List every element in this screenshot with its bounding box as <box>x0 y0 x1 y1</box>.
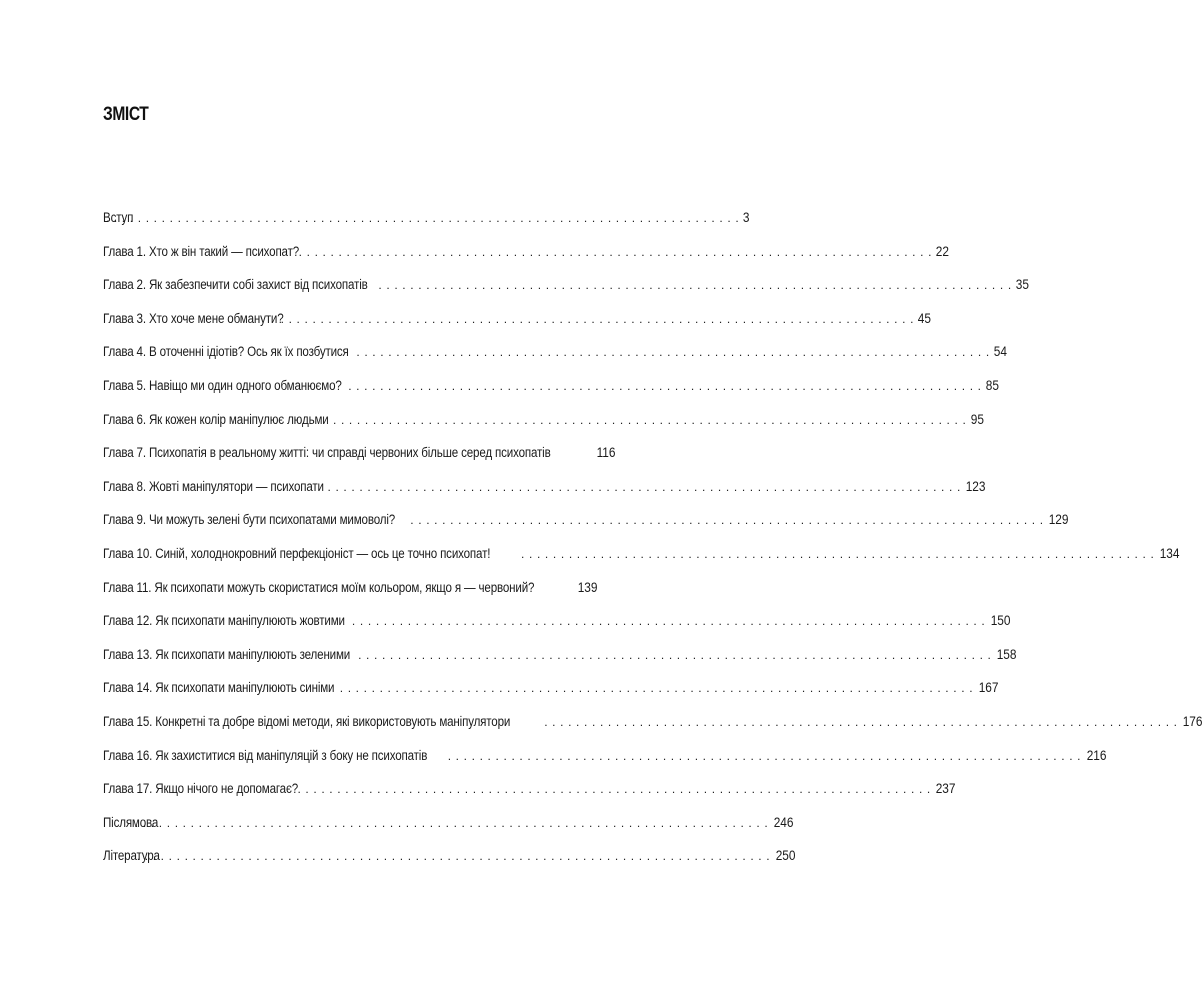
toc-entry <box>103 208 750 242</box>
toc-entry <box>103 477 986 511</box>
dot-leader <box>544 712 1177 732</box>
dot-leader <box>328 477 961 497</box>
toc-entry <box>103 746 1107 780</box>
toc-entry <box>103 578 598 612</box>
toc-list <box>103 208 1203 880</box>
dot-leader <box>358 645 991 665</box>
toc-entry-label: Глава 12. Як психопати маніпулюють жовтими <box>103 613 345 629</box>
toc-entry-page-number: 45 <box>918 310 932 326</box>
dot-leader <box>348 376 981 396</box>
toc-entry-page-number: 176 <box>1182 713 1203 729</box>
toc-entry <box>103 510 1069 544</box>
toc-entry <box>103 275 1030 309</box>
toc-entry-page-number: 134 <box>1159 545 1180 561</box>
toc-entry-page-number: 216 <box>1086 747 1107 763</box>
dot-leader <box>135 813 768 833</box>
dot-leader <box>333 410 966 430</box>
toc-entry-label: Глава 4. В оточенні ідіотів? Ось як їх позбутися <box>103 344 349 360</box>
toc-entry-page-number: 237 <box>935 781 956 797</box>
toc-entry <box>103 846 796 880</box>
toc-entry-label: Глава 3. Хто хоче мене обманути? <box>103 310 284 326</box>
toc-entry <box>103 544 1180 578</box>
toc-entry-label: Глава 5. Навіщо ми один одного обманюємо? <box>103 377 342 393</box>
toc-entry-label: Глава 6. Як кожен колір маніпулює людьми <box>103 411 329 427</box>
toc-entry-page-number: 123 <box>966 478 986 494</box>
dot-leader <box>340 678 973 698</box>
toc-entry-label: Глава 10. Синій, холоднокровний перфекціоніст — ось це точно психопат! <box>103 545 491 561</box>
toc-entry-label: Глава 7. Психопатія в реальному житті: чи справді червоних більше серед психопатів <box>103 445 551 461</box>
toc-entry-page-number: 22 <box>936 243 950 259</box>
toc-entry-page-number: 35 <box>1016 277 1030 293</box>
toc-entry <box>103 712 1203 746</box>
toc-entry-label: Глава 14. Як психопати маніпулюють синіми <box>103 680 335 696</box>
toc-entry-label: Глава 11. Як психопати можуть скористатися моїм кольором, якщо я — червоний? <box>103 579 535 595</box>
toc-entry-label: Глава 16. Як захиститися від маніпуляцій з боку не психопатів <box>103 747 428 763</box>
dot-leader <box>299 242 932 262</box>
toc-entry-page-number: 116 <box>596 445 616 461</box>
toc-entry <box>103 342 1008 376</box>
dot-leader <box>281 309 914 329</box>
toc-entry-page-number: 250 <box>775 848 796 864</box>
toc-entry-page-number: 139 <box>577 579 598 595</box>
toc-title: ЗМІСТ <box>103 104 149 125</box>
dot-leader <box>521 544 1154 564</box>
toc-entry-page-number: 246 <box>773 814 794 830</box>
toc-entry-label: Глава 17. Якщо нічого не допомагає? <box>103 781 298 797</box>
dot-leader <box>297 779 930 799</box>
dot-leader <box>137 846 770 866</box>
toc-entry-label: Післямова <box>103 814 159 830</box>
dot-leader <box>448 746 1081 766</box>
toc-entry-label: Глава 8. Жовті маніпулятори — психопати <box>103 478 324 494</box>
toc-entry <box>103 376 1000 410</box>
toc-entry-page-number: 3 <box>742 210 750 225</box>
dot-leader <box>352 611 985 631</box>
toc-entry-label: Глава 15. Конкретні та добре відомі методи, які використовують маніпулятори <box>103 713 511 729</box>
toc-entry-page-number: 85 <box>985 377 1000 393</box>
toc-entry <box>103 779 956 813</box>
toc-entry <box>103 813 794 847</box>
toc-entry <box>103 242 950 276</box>
toc-entry-page-number: 54 <box>993 344 1008 360</box>
toc-entry-page-number: 95 <box>970 411 984 427</box>
toc-entry-label: Глава 1. Хто ж він такий — психопат? <box>103 243 300 259</box>
toc-entry <box>103 410 984 444</box>
toc-entry <box>103 678 999 712</box>
toc-entry <box>103 443 616 477</box>
toc-entry-page-number: 150 <box>990 613 1011 629</box>
toc-entry-label: Глава 2. Як забезпечити собі захист від психопатів <box>103 277 368 293</box>
toc-entry-label: Вступ <box>103 210 134 225</box>
toc-entry-label: Глава 13. Як психопати маніпулюють зеленими <box>103 646 351 662</box>
toc-entry-label: Література <box>103 848 160 864</box>
toc-entry-page-number: 158 <box>996 646 1017 662</box>
toc-entry <box>103 611 1011 645</box>
toc-entry-label: Глава 9. Чи можуть зелені бути психопатами мимоволі? <box>103 512 396 528</box>
toc-entry-page-number: 129 <box>1048 512 1069 528</box>
dot-leader <box>106 208 739 228</box>
dot-leader <box>356 342 989 362</box>
dot-leader <box>410 510 1043 530</box>
toc-entry-page-number: 167 <box>978 680 999 696</box>
dot-leader <box>378 275 1011 295</box>
toc-entry <box>103 309 932 343</box>
toc-entry <box>103 645 1017 679</box>
